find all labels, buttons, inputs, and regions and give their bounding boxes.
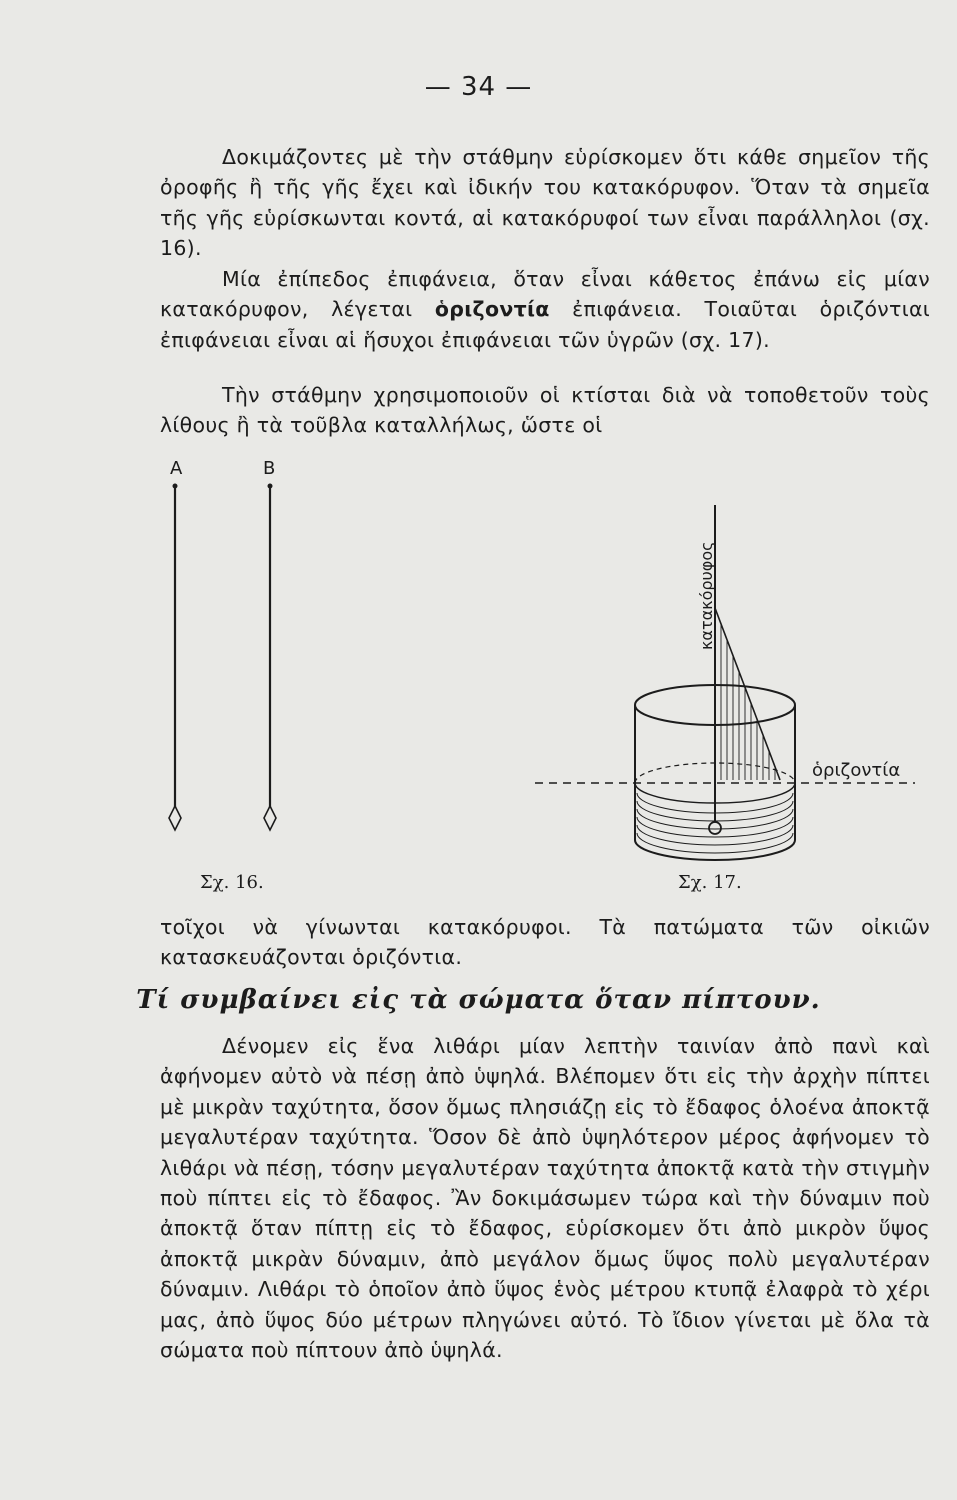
paragraph-plumb-line: Δοκιμάζοντες μὲ τὴν στάθμην εὑρίσκομεν ὅτι κάθε σημεῖον τῆς ὀροφῆς ἢ τῆς γῆς ἔχει καὶ ἰδικήν του κατακόρυφον. Ὅταν τὰ σημεῖα τῆς γῆς εὑρίσκωνται κοντά, αἱ κατακόρυφοί των εἶναι παράλληλοι (σχ. 16). — [160, 145, 930, 261]
figure16-label-b: B — [263, 458, 276, 479]
figure-16 — [169, 458, 276, 830]
p2-text-after: ἐπιφάνεια. Τοιαῦται ὁριζόντιαι ἐπιφάνειαι εἶναι αἱ ἥσυχοι ἐπιφάνειαι τῶν ὑγρῶν (σχ. 17). — [160, 297, 930, 352]
figure16-caption: Σχ. 16. — [200, 872, 264, 893]
figure17-horizontal-label: ὁριζοντία — [812, 760, 901, 781]
paragraph-builders: Τὴν στάθμην χρησιμοποιοῦν οἱ κτίσται διὰ νὰ τοποθετοῦν τοὺς λίθους ἢ τὰ τοῦβλα καταλλήλως, ὥστε οἱ — [160, 383, 930, 438]
p2-text-before: Μία ἐπίπεδος ἐπιφάνεια, ὅταν εἶναι κάθετος ἐπάνω εἰς μίαν κατακόρυφον, λέγεται — [160, 267, 930, 322]
plumb-line-b — [264, 484, 276, 831]
figure16-label-a: A — [170, 458, 183, 479]
page-number: — 34 — — [424, 72, 533, 102]
figure-17 — [535, 505, 915, 860]
plumb-line-a — [169, 484, 181, 831]
section-title: Τί συμβαίνει εἰς τὰ σώματα ὅταν πίπτουν. — [136, 985, 821, 1015]
figure17-caption: Σχ. 17. — [678, 872, 742, 893]
term-horizontal: ὁριζοντία — [434, 297, 550, 322]
figure17-vertical-label: κατακόρυφος — [697, 541, 716, 650]
paragraph-falling-bodies: Δένομεν εἰς ἕνα λιθάρι μίαν λεπτὴν ταινίαν ἀπὸ πανὶ καὶ ἀφήνομεν αὐτὸ νὰ πέσῃ ἀπὸ ὑψηλά. Βλέπομεν ὅτι εἰς τὴν ἀρχὴν πίπτει μὲ μικρὰν ταχύτητα, ὅσον ὅμως πλησιάζῃ εἰς τὸ ἔδαφος ὁλοένα ἀποκτᾷ μεγαλυτέραν ταχύτητα. Ὅσον δὲ ἀπὸ ὑψηλότερον μέρος ἀφήνομεν τὸ λιθάρι νὰ πέσῃ, τόσην μεγαλυτέραν ταχύτητα ἀποκτᾷ κατὰ τὴν στιγμὴν ποὺ πίπτει εἰς τὸ ἔδαφος. Ἂν δοκιμάσωμεν τώρα καὶ τὴν δύναμιν ποὺ ἀποκτᾷ ὅταν πίπτῃ εἰς τὸ ἔδαφος, εὑρίσκομεν ὅτι ἀπὸ μικρὸν ὕψος ἀποκτᾷ μικρὰν δύναμιν, ἀπὸ μεγάλον ὅμως ὕψος πολὺ μεγαλυτέραν δύναμιν. Λιθάρι τὸ ὁποῖον ἀπὸ ὕψος ἑνὸς μέτρου κτυπᾷ ἐλαφρὰ τὸ χέρι μας, ἀπὸ ὕψος δύο μέτρων πληγώνει αὐτό. Τὸ ἴδιον γίνεται μὲ ὅλα τὰ σώματα ποὺ πίπτουν ἀπὸ ὑψηλά. — [160, 1034, 930, 1363]
plumb-line-17 — [709, 505, 780, 834]
paragraph-walls-floors: τοῖχοι νὰ γίνωνται κατακόρυφοι. Τὰ πατώματα τῶν οἰκιῶν κατασκευάζονται ὁριζόντια. — [160, 915, 930, 970]
